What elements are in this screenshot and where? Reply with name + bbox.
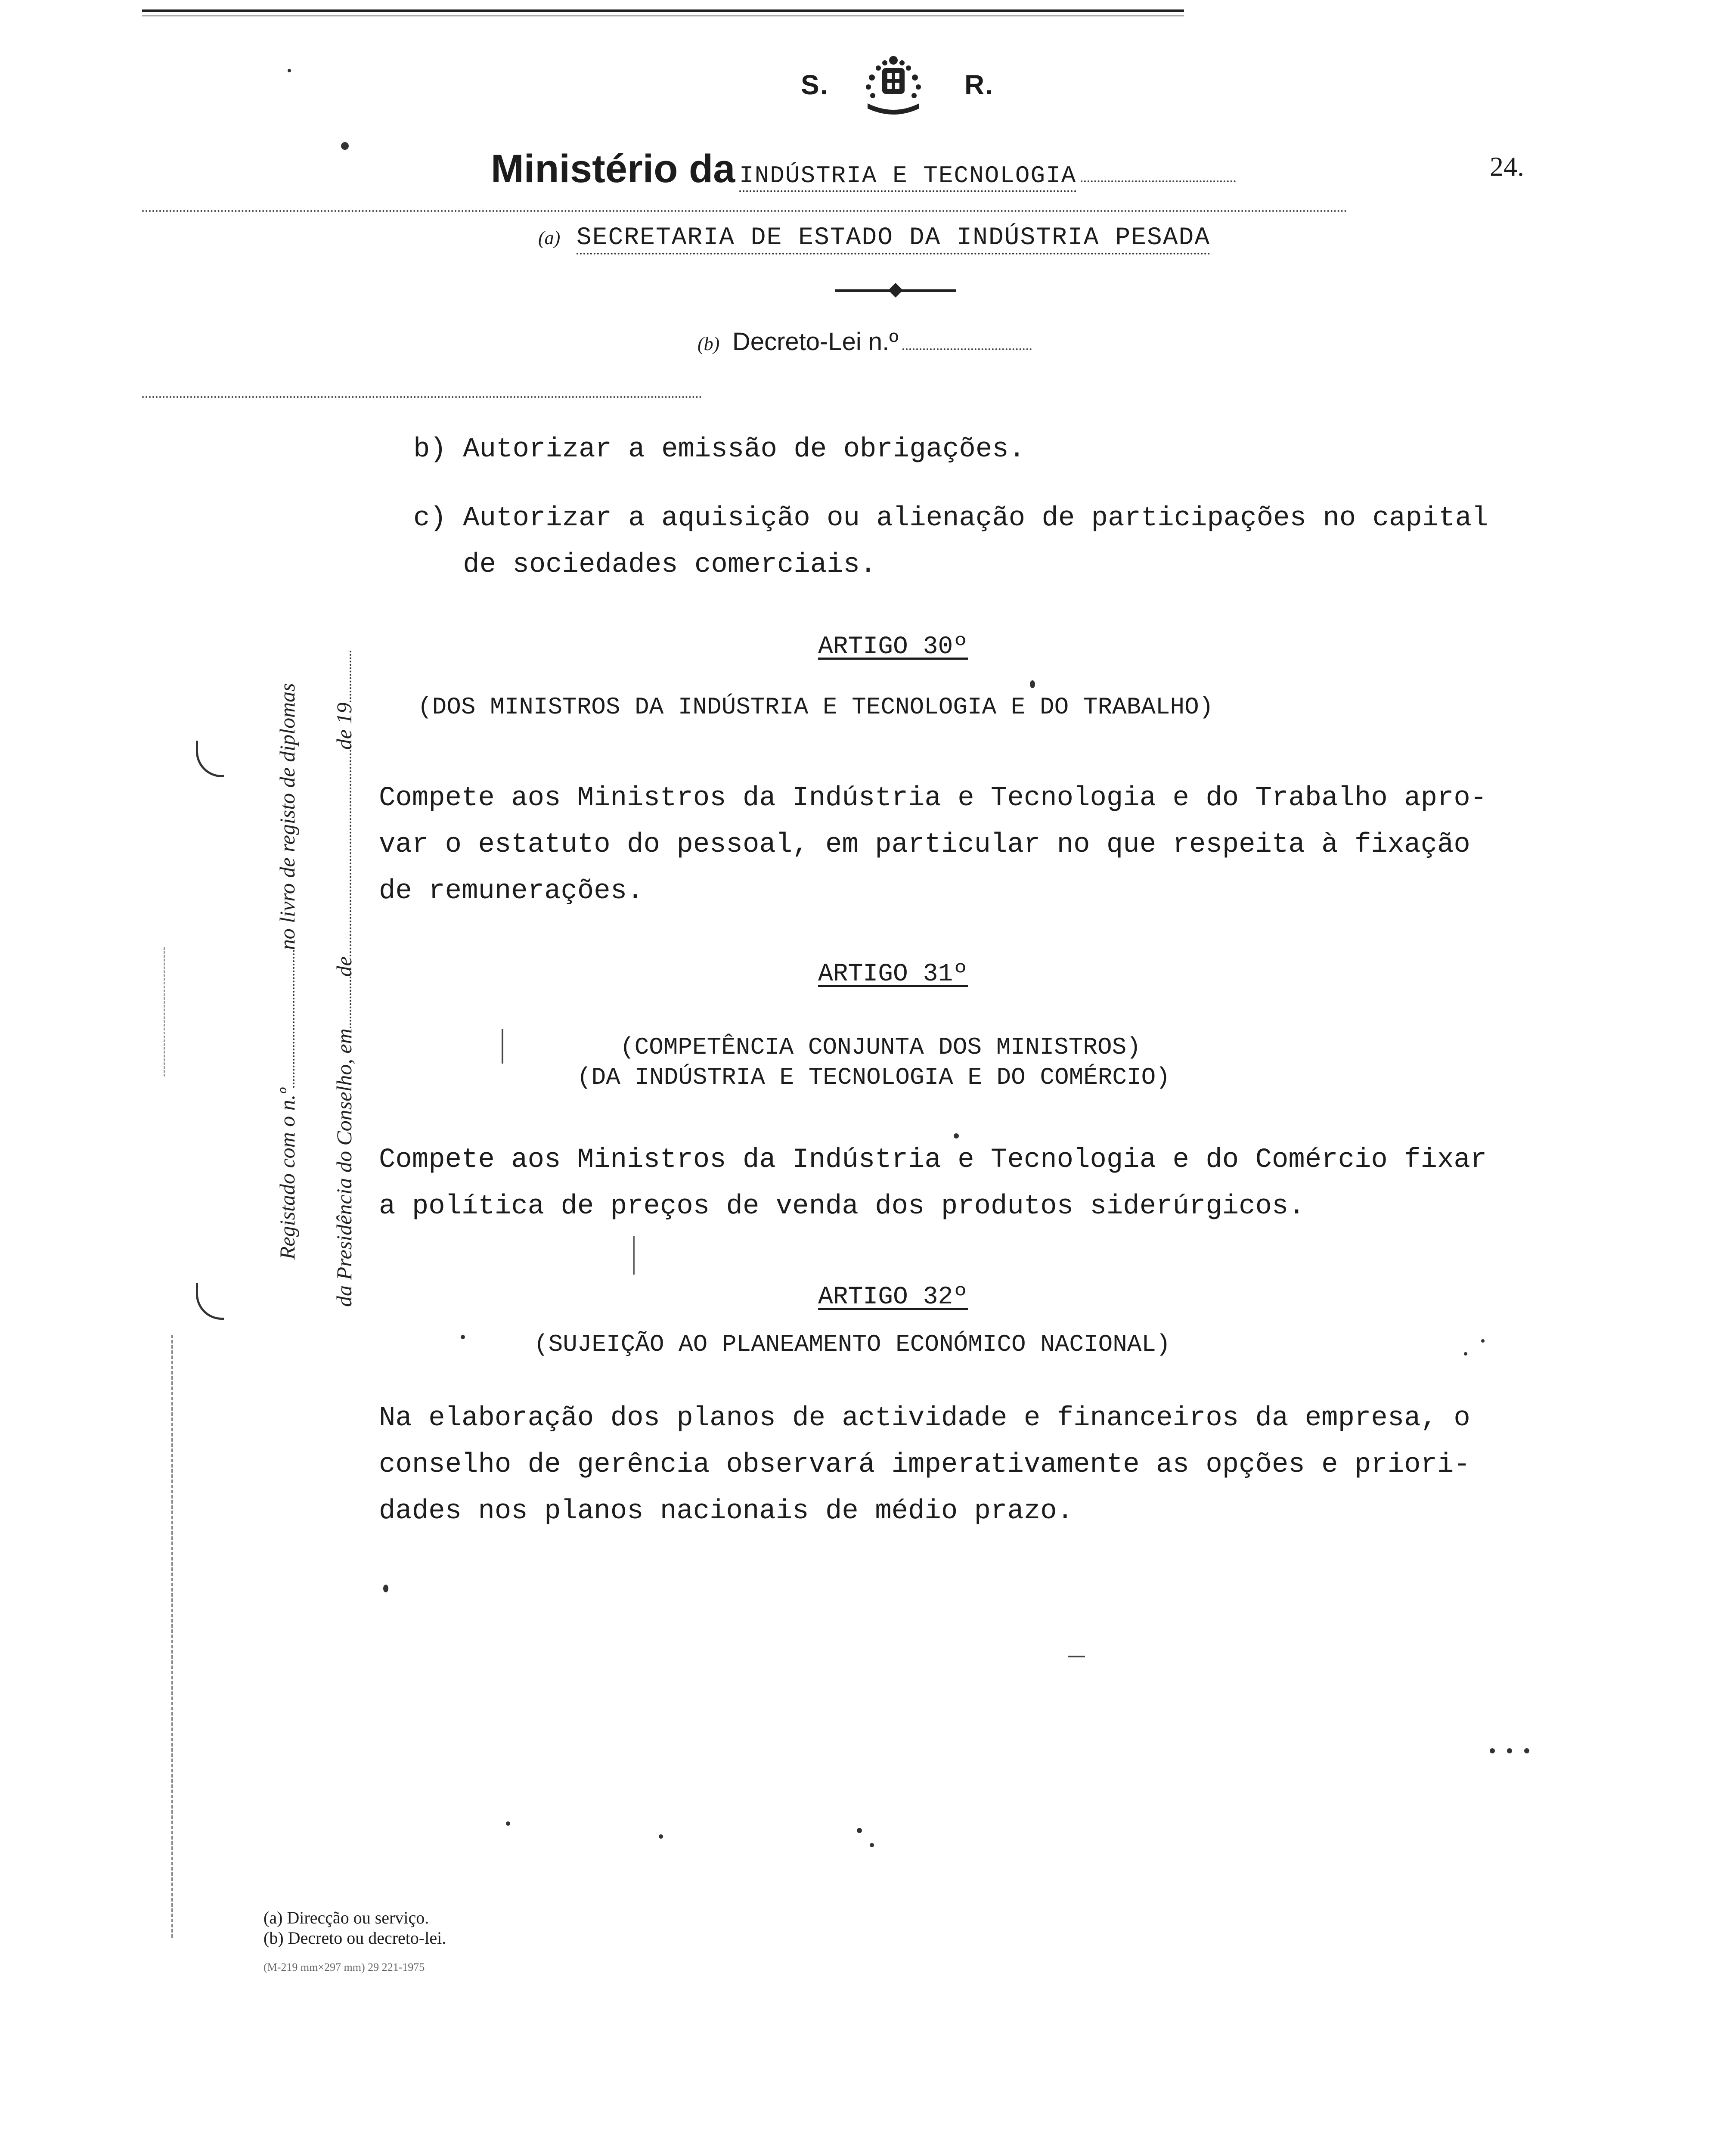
scan-speck xyxy=(857,1828,862,1833)
margin-year-label: de 19 xyxy=(332,702,356,750)
decree-number-dots xyxy=(902,347,1032,350)
article-body-line: dades nos planos nacionais de médio prazo. xyxy=(379,1496,1074,1527)
scan-dash xyxy=(1068,1656,1085,1657)
article-body-line: de remunerações. xyxy=(379,876,644,907)
margin-register-label: no livro de registo de diplomas xyxy=(275,683,299,950)
scan-speck xyxy=(1507,1748,1512,1753)
scan-speck xyxy=(288,69,291,72)
scan-line xyxy=(633,1236,635,1275)
article-subtitle: (DA INDÚSTRIA E TECNOLOGIA E DO COMÉRCIO) xyxy=(577,1064,1170,1091)
edge-mark xyxy=(171,1335,175,1938)
article-title: ARTIGO 31º xyxy=(818,960,968,988)
article-subtitle: (SUJEIÇÃO AO PLANEAMENTO ECONÓMICO NACIONAL) xyxy=(534,1331,1171,1358)
article-body-line: var o estatuto do pessoal, em particular no que respeita à fixação xyxy=(379,829,1470,860)
scan-speck xyxy=(461,1335,465,1339)
ornament-diamond-icon xyxy=(888,283,903,298)
section-separator-dots xyxy=(142,396,702,398)
header-right-letter: R. xyxy=(964,69,994,100)
article-subtitle: (COMPETÊNCIA CONJUNTA DOS MINISTROS) xyxy=(620,1033,1141,1061)
clause-line: c) Autorizar a aquisição ou alienação de participações no capital xyxy=(413,503,1488,534)
scan-speck xyxy=(1524,1748,1529,1753)
margin-day-dots xyxy=(341,977,351,1028)
clause-line: de sociedades comerciais. xyxy=(413,549,877,580)
scan-speck xyxy=(383,1585,388,1592)
scan-speck xyxy=(506,1821,510,1826)
field-a-letter: (a) xyxy=(538,227,561,248)
printer-mark: (M-219 mm×297 mm) 29 221-1975 xyxy=(264,1961,425,1973)
footnote-a: (a) Direcção ou serviço. xyxy=(264,1908,429,1927)
field-a-value: SECRETARIA DE ESTADO DA INDÚSTRIA PESADA xyxy=(577,224,1210,254)
page-number: 24. xyxy=(1490,151,1524,182)
margin-bracket-bottom xyxy=(196,1283,224,1320)
header-separator-dots xyxy=(142,210,1348,212)
margin-presidency-label: da Presidência do Conselho, em xyxy=(332,1028,356,1307)
top-rule xyxy=(142,9,1184,12)
margin-registration-line-2 xyxy=(307,651,356,1318)
scan-speck xyxy=(1481,1339,1485,1343)
clause-c xyxy=(413,495,1488,588)
ministry-label: Ministério da xyxy=(491,147,735,191)
field-b-line xyxy=(698,327,1171,356)
ministry-name: INDÚSTRIA E TECNOLOGIA xyxy=(739,162,1076,192)
scan-speck xyxy=(1030,680,1035,688)
margin-registered-label: Registado com o n.º xyxy=(275,1088,299,1260)
scan-speck xyxy=(659,1834,663,1839)
margin-month-dots xyxy=(341,750,351,956)
field-a-line xyxy=(538,224,1356,252)
article-body-line: Compete aos Ministros da Indústria e Tecnologia e do Trabalho apro- xyxy=(379,783,1487,814)
header-left-letter: S. xyxy=(801,69,829,100)
margin-number-dots xyxy=(284,950,294,1088)
article-subtitle: (DOS MINISTROS DA INDÚSTRIA E TECNOLOGIA E DO TRABALHO) xyxy=(418,693,1214,721)
article-title: ARTIGO 32º xyxy=(818,1283,968,1311)
footnote-b: (b) Decreto ou decreto-lei. xyxy=(264,1928,446,1948)
margin-registration-line-1 xyxy=(250,683,300,1270)
margin-bracket-top xyxy=(196,741,224,777)
article-title: ARTIGO 30º xyxy=(818,633,968,661)
decree-label: Decreto-Lei n.º xyxy=(732,328,899,356)
margin-de-label: de xyxy=(332,956,356,977)
scan-speck xyxy=(1490,1748,1495,1753)
scan-speck xyxy=(341,142,349,150)
scan-speck xyxy=(1464,1352,1467,1356)
article-body-line: a política de preços de venda dos produtos siderúrgicos. xyxy=(379,1191,1305,1222)
article-body-line: Na elaboração dos planos de actividade e financeiros da empresa, o xyxy=(379,1403,1470,1434)
scan-speck xyxy=(954,1133,959,1139)
ministry-line xyxy=(491,146,1309,198)
article-body-line: Compete aos Ministros da Indústria e Tecnologia e do Comércio fixar xyxy=(379,1145,1487,1176)
margin-year-dots xyxy=(341,651,351,702)
article-body-line: conselho de gerência observará imperativamente as opções e priori- xyxy=(379,1449,1470,1480)
edge-mark xyxy=(164,947,166,1076)
clause-line: b) Autorizar a emissão de obrigações. xyxy=(413,434,1026,465)
coat-of-arms-icon xyxy=(850,47,936,121)
footnotes xyxy=(264,1908,446,1974)
scan-line xyxy=(502,1029,503,1064)
clause-b xyxy=(413,426,1025,473)
scan-speck xyxy=(870,1843,874,1847)
field-b-letter: (b) xyxy=(698,333,720,354)
ministry-fill-dots xyxy=(1081,179,1236,182)
